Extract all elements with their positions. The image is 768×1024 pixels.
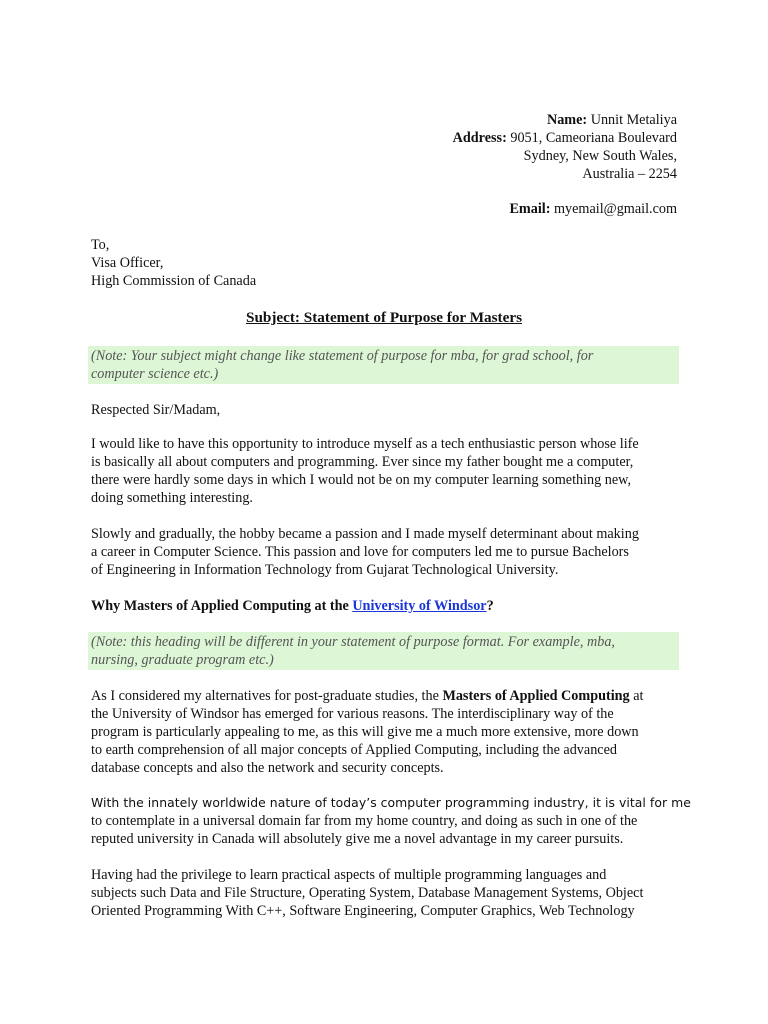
recipient-line-2: Visa Officer, (91, 255, 164, 271)
paragraph-line: of Engineering in Information Technology from Gujarat Technological University. (91, 562, 559, 578)
sender-name-row (453, 111, 677, 129)
paragraph-line: reputed university in Canada will absolutely give me a novel advantage in my career pursuits. (91, 831, 624, 847)
paragraph-line: Slowly and gradually, the hobby became a passion and I made myself determinant about making (91, 526, 639, 542)
recipient-line-1: To, (91, 237, 110, 253)
paragraph-line: Oriented Programming With C++, Software Engineering, Computer Graphics, Web Technology (91, 903, 635, 919)
university-link[interactable]: University of Windsor (352, 598, 487, 614)
paragraph-line: With the innately worldwide nature of today’s computer programming industry, it is vital for me (91, 795, 691, 810)
paragraph-line: program is particularly appealing to me, as this will give me a much more extensive, more down (91, 724, 639, 740)
paragraph-line: there were hardly some days in which I would not be on my computer learning something new, (91, 472, 632, 488)
address-label: Address: (452, 130, 507, 146)
email-label: Email: (509, 201, 551, 217)
name-label: Name: (546, 112, 588, 128)
sender-email-row (453, 200, 677, 218)
heading-prefix: Why Masters of Applied Computing at the (91, 598, 353, 614)
note-box-heading (88, 632, 679, 670)
line-suffix: at (629, 688, 644, 704)
paragraph-passion (91, 525, 683, 579)
note-box-subject (88, 346, 679, 384)
name-value: Unnit Metaliya (587, 112, 677, 128)
note-1-line-2: computer science etc.) (91, 366, 219, 382)
address-line-1: 9051, Cameoriana Boulevard (506, 130, 677, 146)
recipient-block (91, 236, 256, 290)
section-heading (91, 597, 683, 615)
paragraph-line: is basically all about computers and programming. Ever since my father bought me a computer, (91, 454, 634, 470)
paragraph-line: the University of Windsor has emerged for various reasons. The interdisciplinary way of the (91, 706, 614, 722)
note-2-line-2: nursing, graduate program etc.) (91, 652, 274, 668)
salutation: Respected Sir/Madam, (91, 402, 221, 418)
paragraph-line: Having had the privilege to learn practical aspects of multiple programming languages and (91, 867, 607, 883)
recipient-line-3: High Commission of Canada (91, 273, 257, 289)
paragraph-worldwide (91, 794, 691, 848)
paragraph-line: a career in Computer Science. This passion and love for computers led me to pursue Bachelors (91, 544, 629, 560)
paragraph-line: subjects such Data and File Structure, Operating System, Database Management Systems, Object (91, 885, 644, 901)
paragraph-line: doing something interesting. (91, 490, 253, 506)
sender-address-row (453, 129, 677, 147)
note-2-line-1: (Note: this heading will be different in your statement of purpose format. For example, mba, (91, 634, 615, 650)
paragraph-line (91, 687, 683, 705)
program-name-bold: Masters of Applied Computing (442, 688, 630, 704)
paragraph-line: I would like to have this opportunity to introduce myself as a tech enthusiastic person whose life (91, 436, 639, 452)
paragraph-line: to contemplate in a universal domain far from my home country, and doing as such in one of the (91, 813, 638, 829)
paragraph-privilege (91, 866, 683, 920)
paragraph-alternatives (91, 687, 683, 777)
note-1-line-1: (Note: Your subject might change like statement of purpose for mba, for grad school, for (91, 348, 594, 364)
line-prefix: As I considered my alternatives for post-graduate studies, the (91, 688, 443, 704)
paragraph-intro (91, 435, 683, 507)
address-line-3: Australia – 2254 (582, 166, 677, 182)
paragraph-line: database concepts and also the network and security concepts. (91, 760, 444, 776)
paragraph-line: to earth comprehension of all major concepts of Applied Computing, including the advanced (91, 742, 617, 758)
address-line-2: Sydney, New South Wales, (523, 148, 677, 164)
sender-block (453, 111, 677, 218)
subject-heading: Subject: Statement of Purpose for Masters (246, 309, 522, 326)
heading-suffix: ? (486, 598, 494, 614)
email-value: myemail@gmail.com (550, 201, 677, 217)
